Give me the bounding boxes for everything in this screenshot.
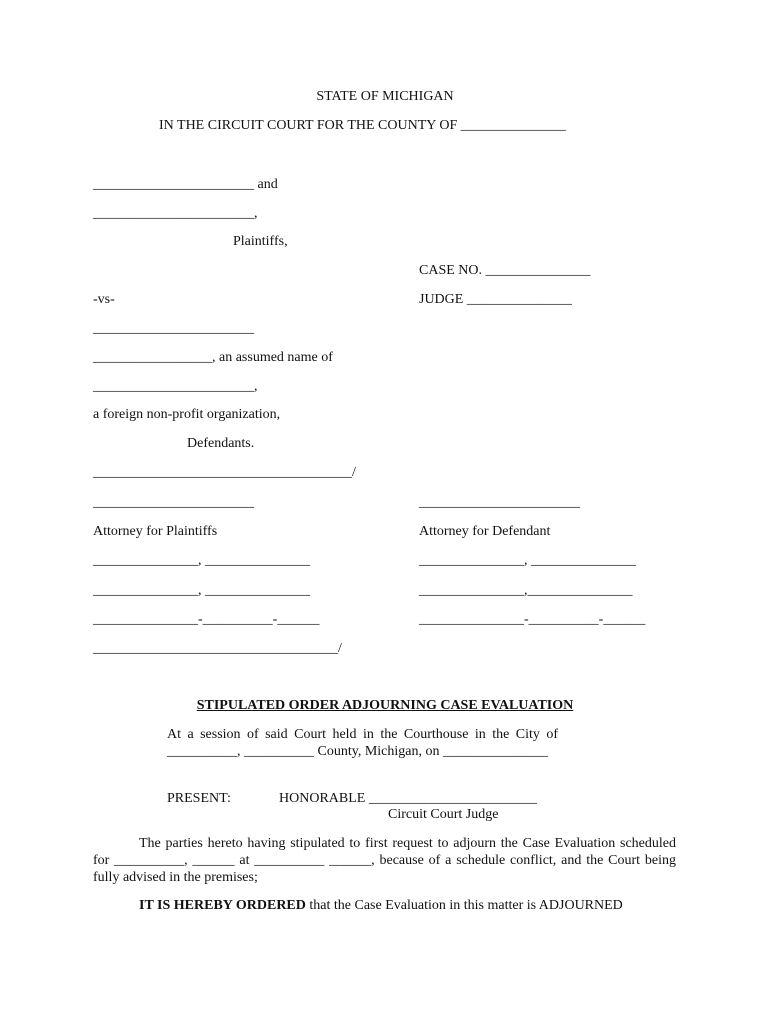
defendant-name-line-2: _________________, an assumed name of	[93, 350, 333, 365]
case-number-line: CASE NO. _______________	[419, 263, 591, 278]
state-heading: STATE OF MICHIGAN	[316, 89, 454, 104]
defendant-attorney-line-1: _______________, _______________	[419, 553, 636, 568]
ordered-paragraph	[93, 897, 676, 914]
attorney-divider: ___________________________________/	[93, 641, 342, 656]
present-label: PRESENT:	[167, 791, 231, 806]
plaintiff-attorney-line-2: _______________, _______________	[93, 583, 310, 598]
ordered-text: that the Case Evaluation in this matter is ADJOURNED	[305, 898, 623, 913]
plaintiff-name-line-1: _______________________ and	[93, 177, 278, 192]
defendant-attorney-line-2: _______________,_______________	[419, 583, 633, 598]
defendant-attorney-label: Attorney for Defendant	[419, 524, 551, 539]
plaintiff-attorney-line-3: _______________-__________-______	[93, 612, 320, 627]
order-title: STIPULATED ORDER ADJOURNING CASE EVALUATION	[196, 698, 574, 713]
session-paragraph: At a session of said Court held in the Courthouse in the City of __________, __________ County, Michigan, on _______________	[167, 727, 558, 759]
plaintiff-attorney-line-1: _______________, _______________	[93, 553, 310, 568]
judge-line: JUDGE _______________	[419, 292, 572, 307]
caption-divider: _____________________________________/	[93, 465, 356, 480]
defendant-name-line-3: _______________________,	[93, 379, 258, 394]
defendant-organization: a foreign non-profit organization,	[93, 407, 281, 422]
judge-title: Circuit Court Judge	[388, 807, 499, 822]
versus-label: -vs-	[93, 292, 115, 307]
plaintiff-name-line-2: _______________________,	[93, 206, 258, 221]
plaintiffs-label: Plaintiffs,	[233, 234, 288, 249]
plaintiff-attorney-label: Attorney for Plaintiffs	[93, 524, 218, 539]
defendants-label: Defendants.	[187, 436, 255, 451]
honorable-line: HONORABLE ________________________	[279, 791, 537, 806]
defendant-attorney-signature-line: _______________________	[419, 495, 580, 510]
stipulation-paragraph: The parties hereto having stipulated to first request to adjourn the Case Evaluation scheduled for __________, ______ at __________ ______, because of a schedule conflict, and the Court being fully advised in the premises;	[93, 836, 676, 885]
defendant-attorney-line-3: _______________-__________-______	[419, 612, 646, 627]
ordered-emphasis: IT IS HEREBY ORDERED	[139, 898, 306, 913]
defendant-name-line-1: _______________________	[93, 321, 254, 336]
plaintiff-attorney-signature-line: _______________________	[93, 495, 254, 510]
court-heading: IN THE CIRCUIT COURT FOR THE COUNTY OF _______________	[159, 118, 566, 133]
